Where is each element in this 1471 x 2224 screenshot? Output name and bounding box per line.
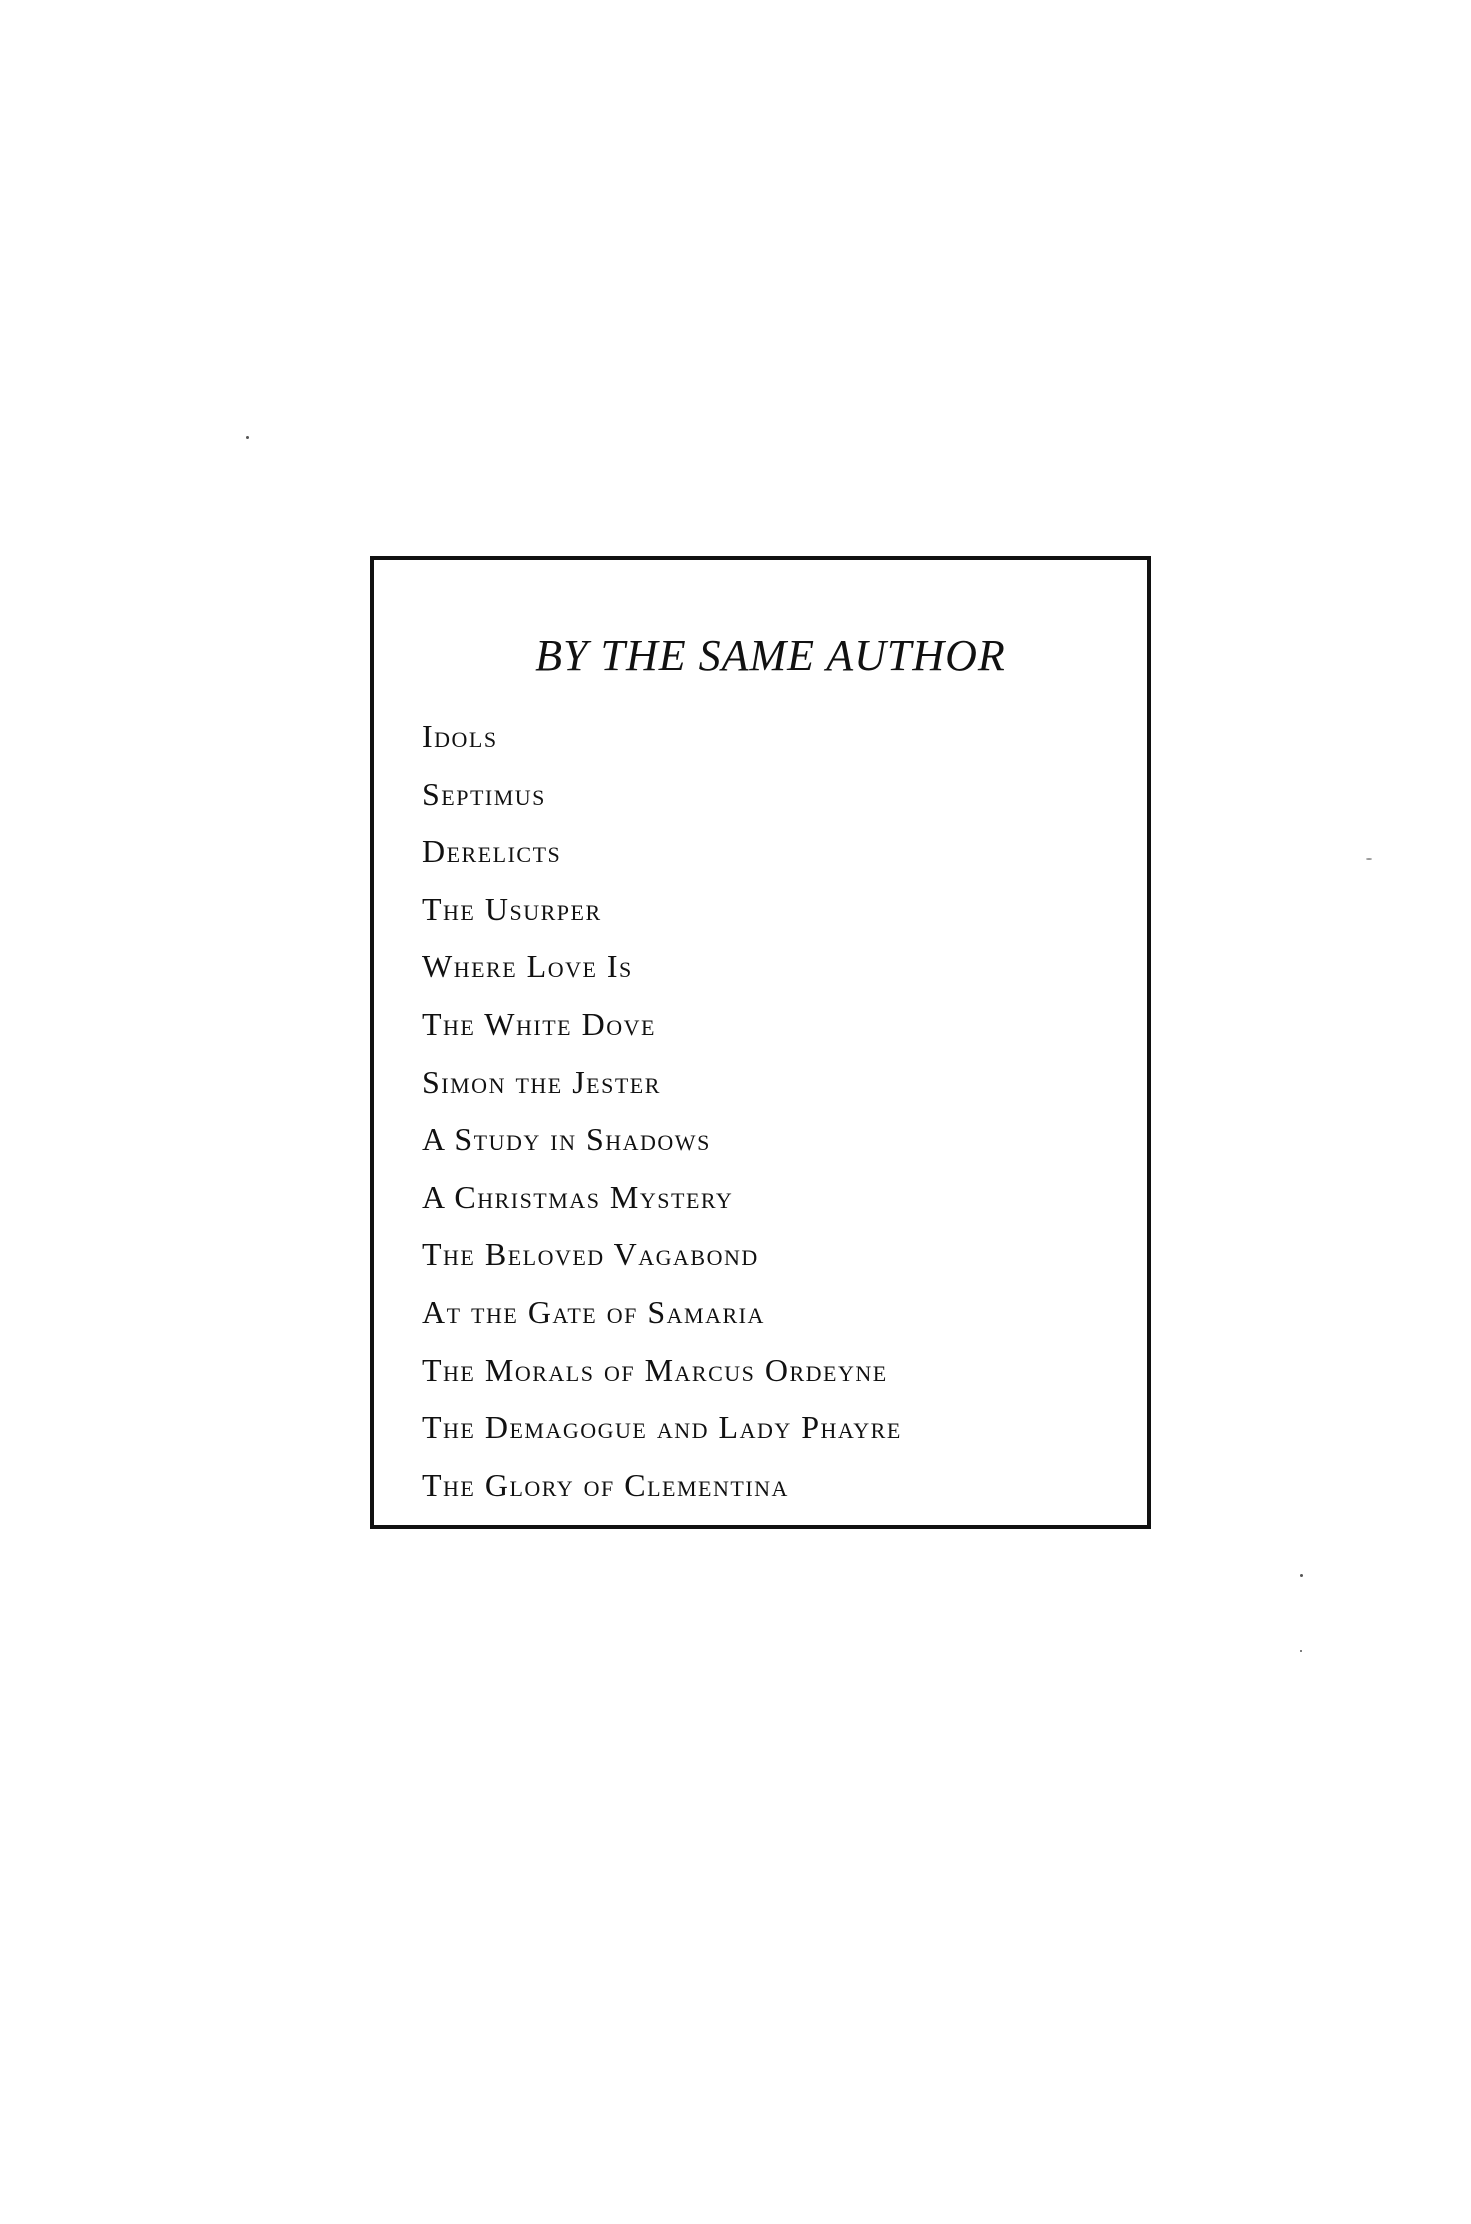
scan-speck — [246, 436, 249, 439]
book-title: The White Dove — [422, 1005, 656, 1042]
book-title-list — [422, 708, 902, 1514]
book-title: Septimus — [422, 775, 546, 812]
book-title: The Demagogue and Lady Phayre — [422, 1409, 902, 1446]
scan-speck — [1366, 858, 1372, 860]
book-title: The Beloved Vagabond — [422, 1236, 759, 1273]
book-title: The Usurper — [422, 890, 602, 927]
bordered-box — [370, 556, 1151, 1529]
book-title: A Study in Shadows — [422, 1121, 711, 1158]
book-title: A Christmas Mystery — [422, 1178, 734, 1215]
book-title: Where Love Is — [422, 948, 633, 985]
book-title: The Glory of Clementina — [422, 1466, 789, 1503]
book-title: The Morals of Marcus Ordeyne — [422, 1351, 888, 1388]
book-title: Idols — [422, 718, 498, 754]
book-title: Derelicts — [422, 833, 562, 870]
book-title: At the Gate of Samaria — [422, 1293, 765, 1330]
book-title: Simon the Jester — [422, 1063, 661, 1100]
section-heading: BY THE SAME AUTHOR — [535, 631, 1006, 680]
scan-speck — [1300, 1650, 1302, 1652]
scan-speck — [1300, 1574, 1303, 1577]
